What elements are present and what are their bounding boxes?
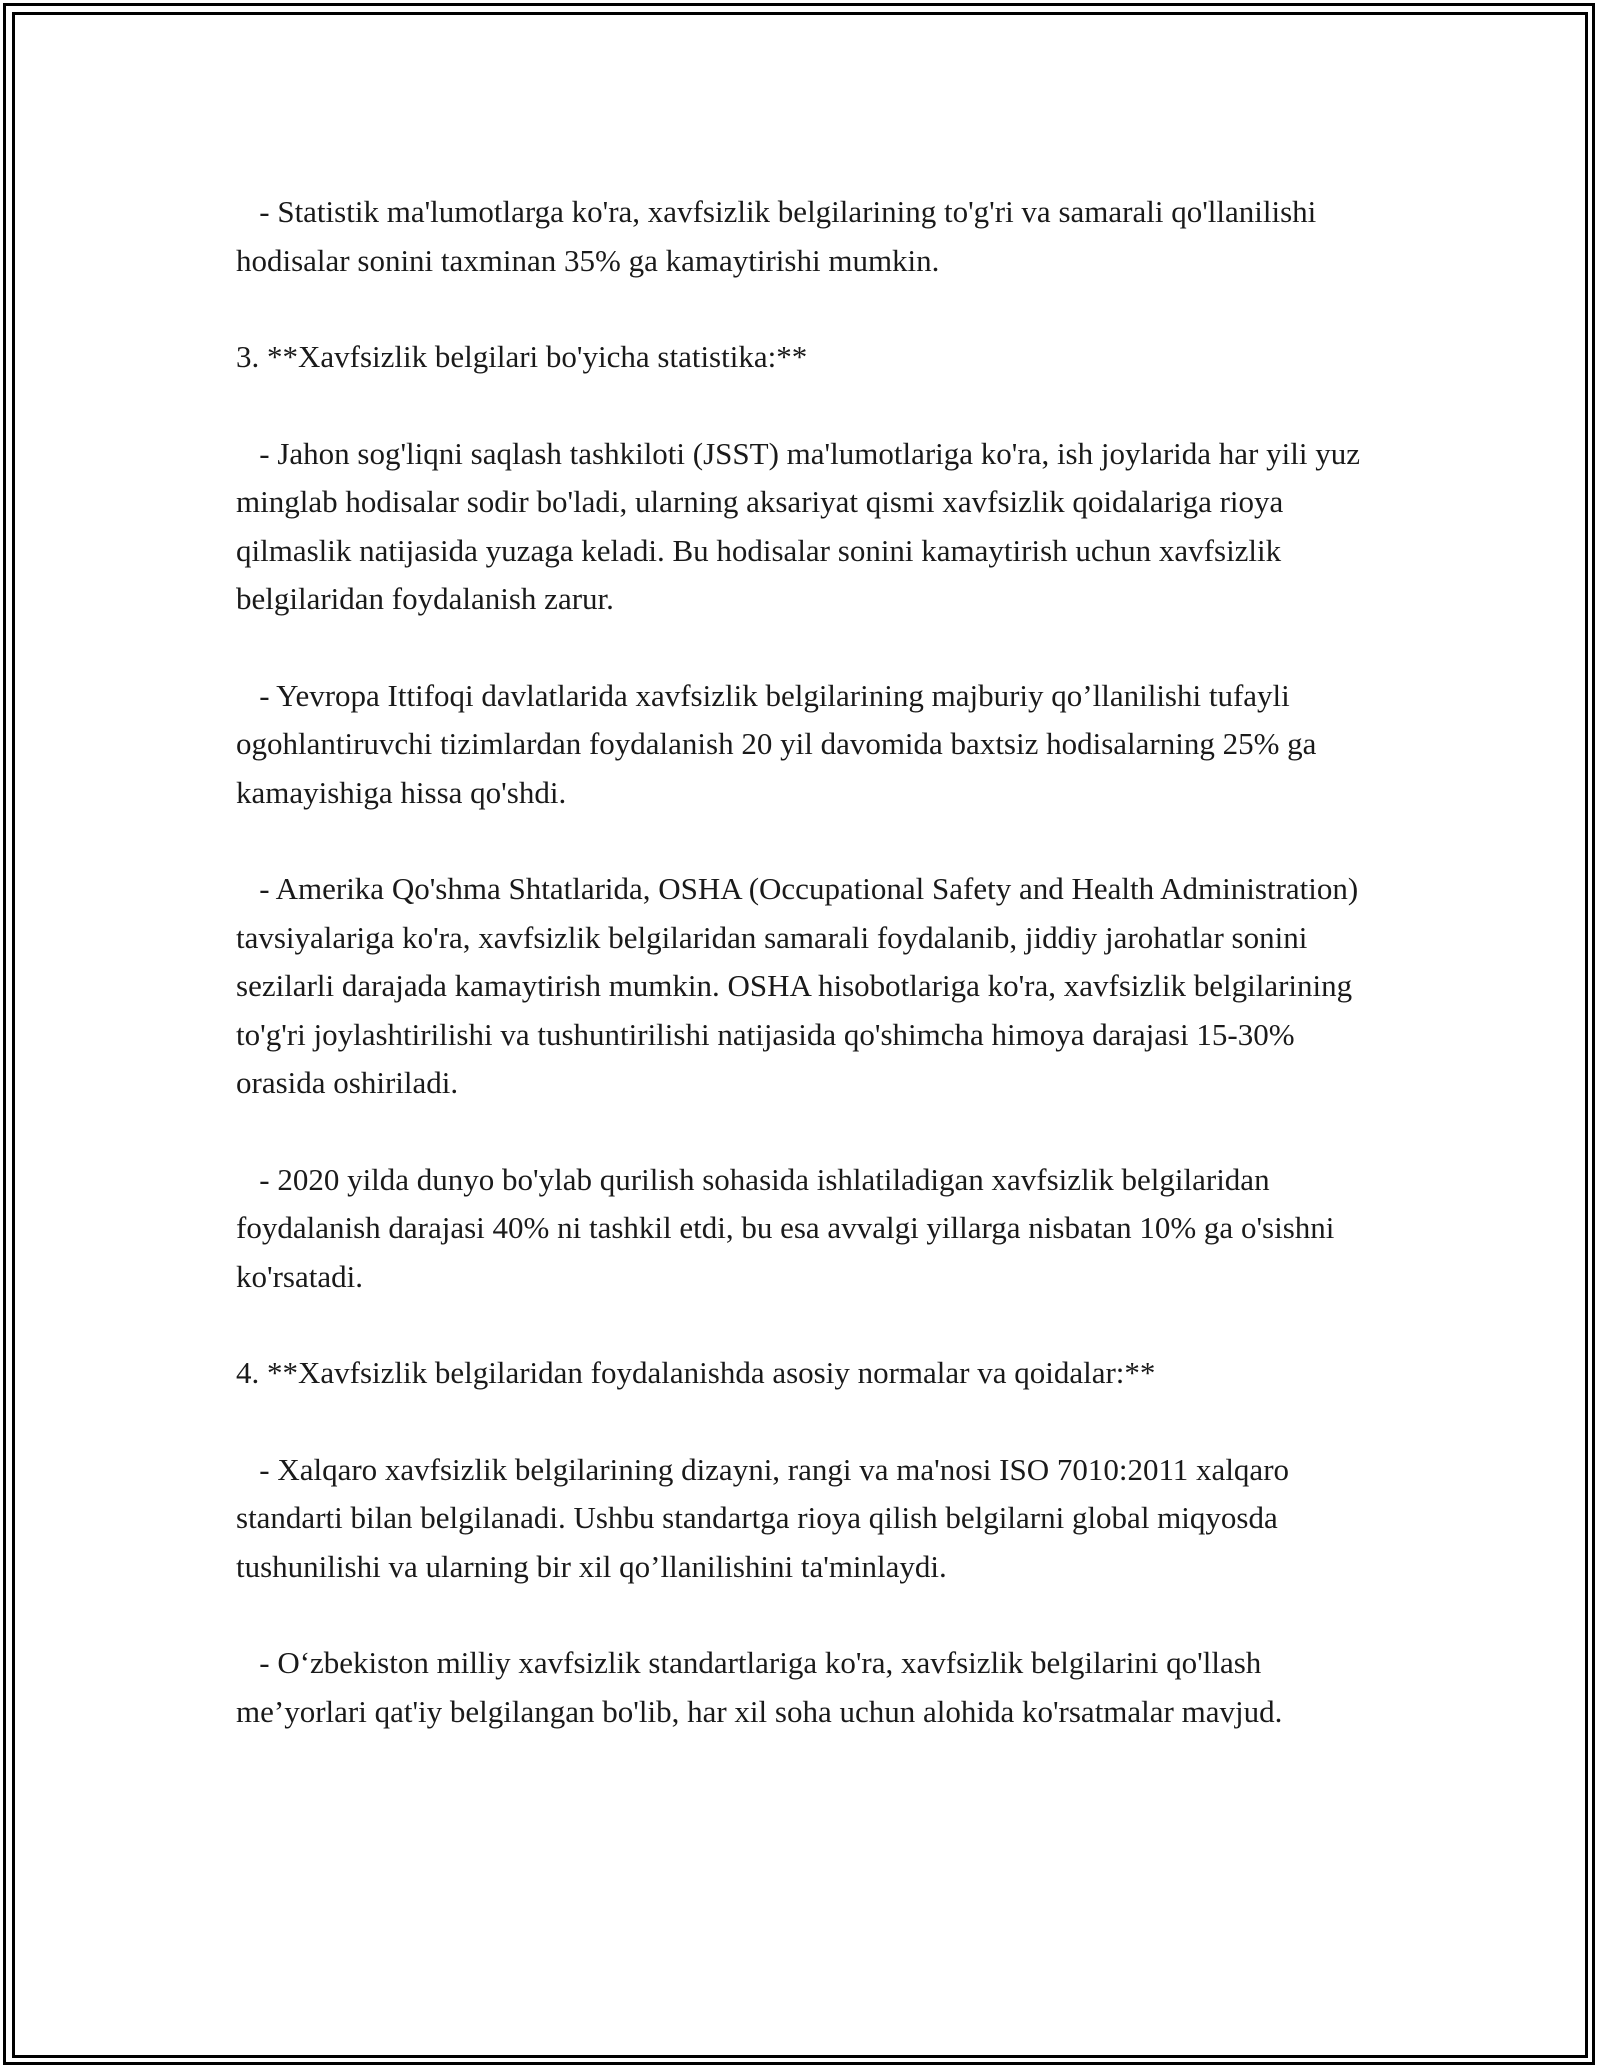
paragraph-uzbekistan-standards: - O‘zbekiston milliy xavfsizlik standartlariga ko'ra, xavfsizlik belgilarini qo'llash me’yorlari qat'iy belgilangan bo'lib, har xil soha uchun alohida ko'rsatmalar mavjud.	[236, 1645, 1283, 1729]
section-heading-norms: 4. **Xavfsizlik belgilaridan foydalanishda asosiy normalar va qoidalar:**	[236, 1355, 1156, 1390]
paragraph-iso-7010: - Xalqaro xavfsizlik belgilarining dizayni, rangi va ma'nosi ISO 7010:2011 xalqaro standarti bilan belgilanadi. Ushbu standartga rioya qilish belgilarni global miqyosda tushunilishi va ularning bir xil qo’llanilishini ta'minlaydi.	[236, 1451, 1297, 1584]
paragraph-who-data: - Jahon sog'liqni saqlash tashkiloti (JSST) ma'lumotlariga ko'ra, ish joylarida har yili yuz minglab hodisalar sodir bo'ladi, ularning aksariyat qismi xavfsizlik qoidalariga rioya qilmaslik natijasida yuzaga keladi. Bu hodisalar sonini kamaytirish uchun xavfsizlik belgilaridan foydalanish zarur.	[236, 435, 1368, 616]
paragraph-osha-data: - Amerika Qo'shma Shtatlarida, OSHA (Occupational Safety and Health Administration) tavsiyalariga ko'ra, xavfsizlik belgilaridan samarali foydalanib, jiddiy jarohatlar sonini sezilarli darajada kamaytirish mumkin. OSHA hisobotlariga ko'ra, xavfsizlik belgilarining to'g'ri joylashtirilishi va tushuntirilishi natijasida qo'shimcha himoya darajasi 15-30% orasida oshiriladi.	[236, 871, 1366, 1100]
document-body	[236, 188, 1366, 1784]
paragraph-statistics-note: - Statistik ma'lumotlarga ko'ra, xavfsizlik belgilarining to'g'ri va samarali qo'llanilishi hodisalar sonini taxminan 35% ga kamaytirishi mumkin.	[236, 194, 1325, 278]
paragraph-construction-2020: - 2020 yilda dunyo bo'ylab qurilish sohasida ishlatiladigan xavfsizlik belgilaridan foydalanish darajasi 40% ni tashkil etdi, bu esa avvalgi yillarga nisbatan 10% ga o'sishni ko'rsatadi.	[236, 1161, 1343, 1294]
section-heading-statistics: 3. **Xavfsizlik belgilari bo'yicha statistika:**	[236, 339, 808, 374]
paragraph-eu-data: - Yevropa Ittifoqi davlatlarida xavfsizlik belgilarining majburiy qo’llanilishi tufayli ogohlantiruvchi tizimlardan foydalanish 20 yil davomida baxtsiz hodisalarning 25% ga kamayishiga hissa qo'shdi.	[236, 677, 1325, 810]
